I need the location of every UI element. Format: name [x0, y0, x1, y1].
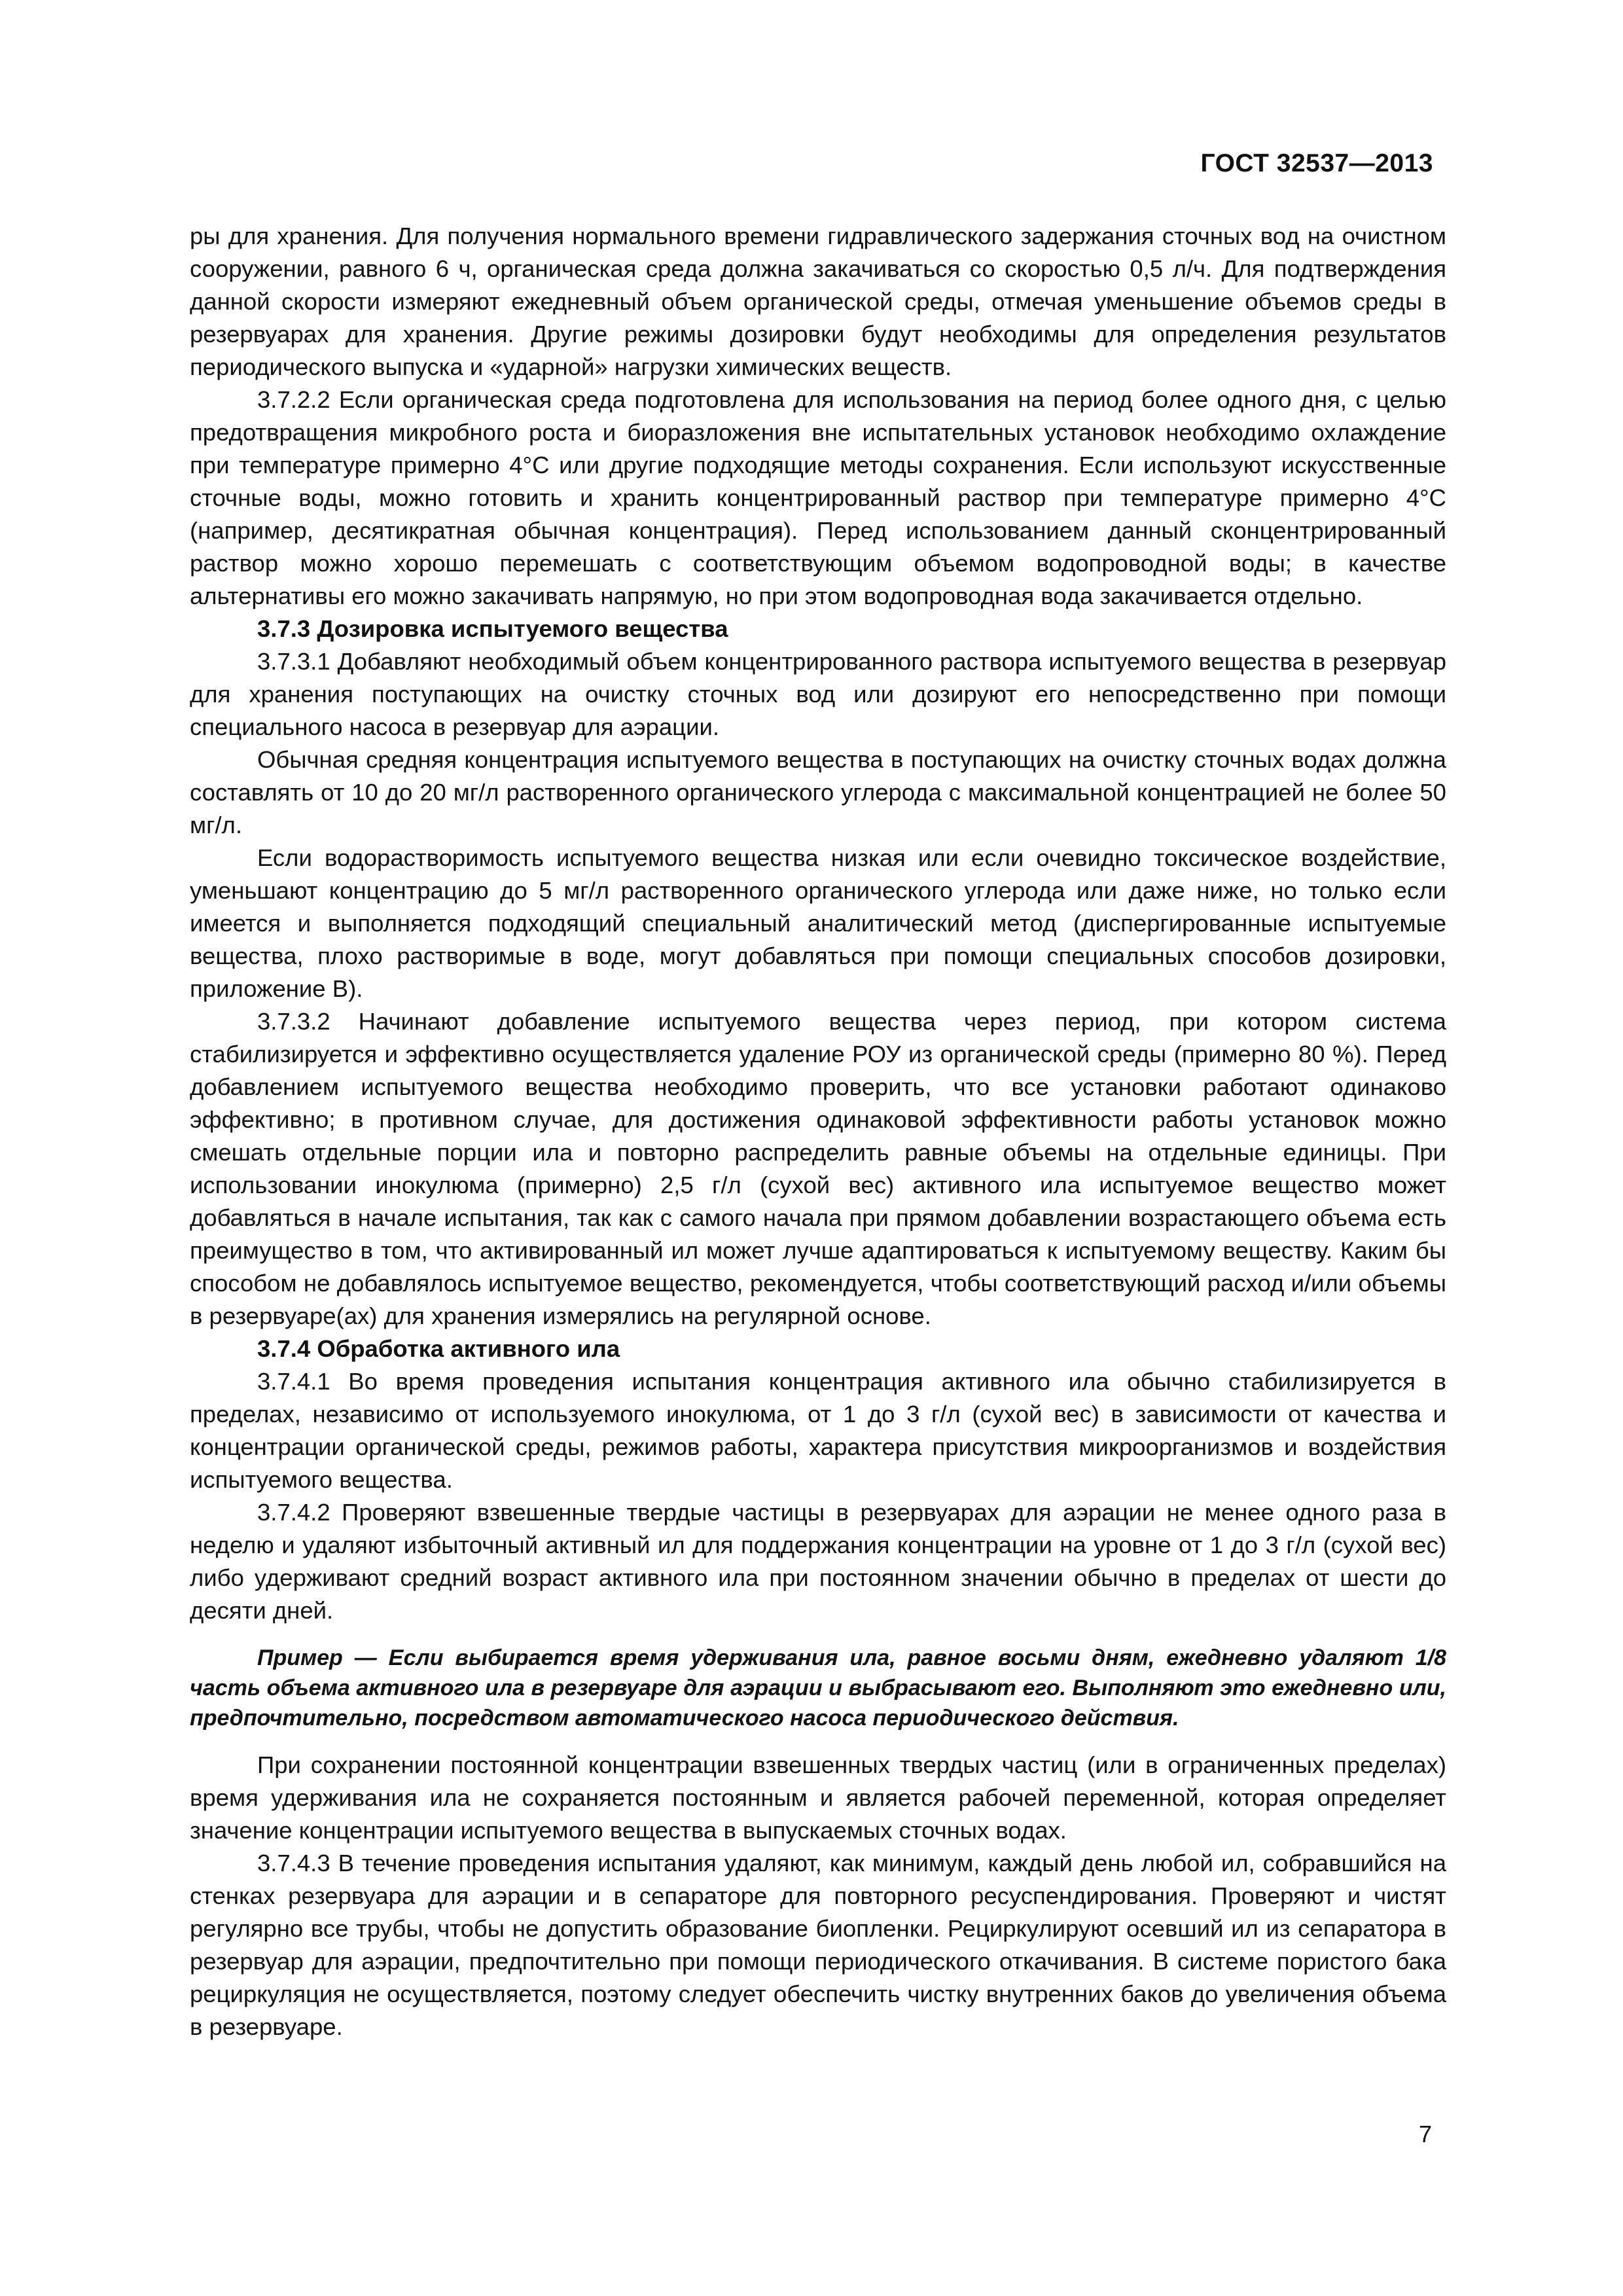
section-heading-3-7-3: 3.7.3 Дозировка испытуемого вещества [257, 615, 728, 642]
document-header: ГОСТ 32537—2013 [1200, 149, 1433, 177]
section-heading-3-7-4: 3.7.4 Обработка активного ила [257, 1335, 620, 1362]
paragraph-3-7-3-1: 3.7.3.1 Добавляют необходимый объем концентрированного раствора испытуемого вещества в резервуар для хранения поступающих на очистку сточных вод или дозируют его непосредственно при помощи специального насоса в резервуар для аэрации. [190, 648, 1446, 740]
document-body [190, 220, 1446, 2043]
paragraph-sludge-retention: При сохранении постоянной концентрации взвешенных твердых частиц (или в ограниченных пределах) время удерживания ила не сохраняется постоянным и является рабочей переменной, которая определяет значение концентрации испытуемого вещества в выпускаемых сточных водах. [190, 1751, 1446, 1844]
page-number: 7 [1418, 2121, 1432, 2147]
paragraph-3-7-4-2: 3.7.4.2 Проверяют взвешенные твердые частицы в резервуарах для аэрации не менее одного раза в неделю и удаляют избыточный активный ил для поддержания концентрации на уровне от 1 до 3 г/л (сухой вес) либо удерживают средний возраст активного ила при постоянном значении обычно в пределах от шести до десяти дней. [190, 1499, 1446, 1624]
paragraph-concentration: Обычная средняя концентрация испытуемого вещества в поступающих на очистку сточных водах должна составлять от 10 до 20 мг/л растворенного органического углерода с максимальной концентрацией не более 50 мг/л. [190, 746, 1446, 838]
paragraph-solubility: Если водорастворимость испытуемого вещества низкая или если очевидно токсическое воздействие, уменьшают концентрацию до 5 мг/л растворенного органического углерода или даже ниже, но только если имеется и выполняется подходящий специальный аналитический метод (диспергированные испытуемые вещества, плохо растворимые в воде, могут добавляться при помощи специальных способов дозировки, приложение В). [190, 844, 1446, 1002]
paragraph-3-7-4-1: 3.7.4.1 Во время проведения испытания концентрация активного ила обычно стабилизируется в пределах, независимо от используемого инокулюма, от 1 до 3 г/л (сухой вес) в зависимости от качества и концентрации органической среды, режимов работы, характера присутствия микроорганизмов и воздействия испытуемого вещества. [190, 1368, 1446, 1493]
paragraph-3-7-4-3: 3.7.4.3 В течение проведения испытания удаляют, как минимум, каждый день любой ил, собравшийся на стенках резервуара для аэрации и в сепараторе для повторного ресуспендирования. Проверяют и чистят регулярно все трубы, чтобы не допустить образование биопленки. Рециркулируют осевший ил из сепаратора в резервуар для аэрации, предпочтительно при помощи периодического откачивания. В системе пористого бака рециркуляция не осуществляется, поэтому следует обеспечить чистку внутренних баков до увеличения объема в резервуаре. [190, 1850, 1446, 2040]
paragraph-continuation: ры для хранения. Для получения нормального времени гидравлического задержания сточных вод на очистном сооружении, равного 6 ч, органическая среда должна закачиваться со скоростью 0,5 л/ч. Для подтверждения данной скорости измеряют ежедневный объем органической среды, отмечая уменьшение объемов среды в резервуарах для хранения. Другие режимы дозировки будут необходимы для определения результатов периодического выпуска и «ударной» нагрузки химических веществ. [190, 223, 1446, 380]
example-note: Пример — Если выбирается время удерживания ила, равное восьми дням, ежедневно удаляют 1/8 часть объема активного ила в резервуаре для аэрации и выбрасывают его. Выполняют это ежедневно или, предпочтительно, посредством автоматического насоса периодического действия. [190, 1645, 1446, 1731]
paragraph-3-7-2-2: 3.7.2.2 Если органическая среда подготовлена для использования на период более одного дня, с целью предотвращения микробного роста и биоразложения вне испытательных установок необходимо охлаждение при температуре примерно 4°С или другие подходящие методы сохранения. Если используют искусственные сточные воды, можно готовить и хранить концентрированный раствор при температуре примерно 4°С (например, десятикратная обычная концентрация). Перед использованием данный сконцентрированный раствор можно хорошо перемешать с соответствующим объемом водопроводной воды; в качестве альтернативы его можно закачивать напрямую, но при этом водопроводная вода закачивается отдельно. [190, 386, 1446, 609]
paragraph-3-7-3-2: 3.7.3.2 Начинают добавление испытуемого вещества через период, при котором система стабилизируется и эффективно осуществляется удаление РОУ из органической среды (примерно 80 %). Перед добавлением испытуемого вещества необходимо проверить, что все установки работают одинаково эффективно; в противном случае, для достижения одинаковой эффективности работы установок можно смешать отдельные порции ила и повторно распределить равные объемы на отдельные единицы. При использовании инокулюма (примерно) 2,5 г/л (сухой вес) активного ила испытуемое вещество может добавляться в начале испытания, так как с самого начала при прямом добавлении возрастающего объема есть преимущество в том, что активированный ил может лучше адаптироваться к испытуемому веществу. Каким бы способом не добавлялось испытуемое вещество, рекомендуется, чтобы соответствующий расход и/или объемы в резервуаре(ах) для хранения измерялись на регулярной основе. [190, 1008, 1446, 1329]
